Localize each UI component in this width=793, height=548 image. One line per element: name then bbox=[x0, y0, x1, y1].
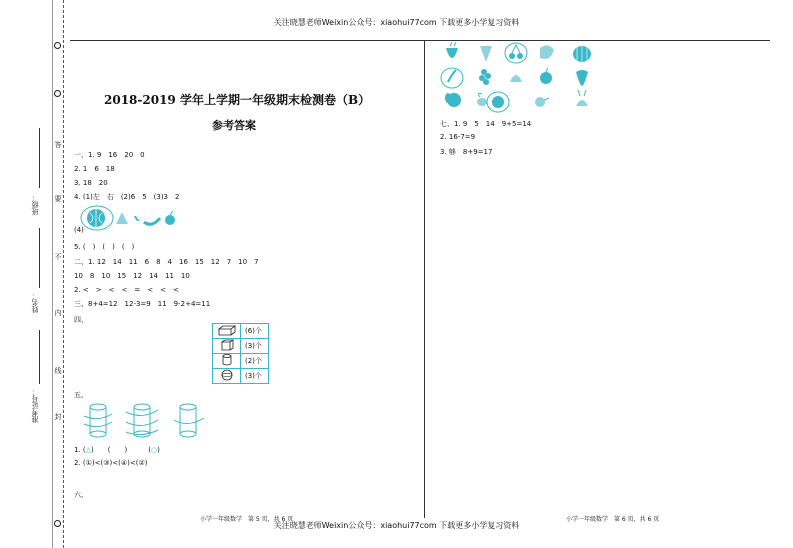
answer-line: (4) bbox=[74, 226, 84, 234]
triangle-answer: △ bbox=[85, 446, 92, 454]
pear-slice-icon bbox=[116, 212, 128, 224]
strip-char: 答 bbox=[54, 141, 62, 149]
circle-answer: ○ bbox=[150, 446, 158, 454]
answer-line: 3. 18 20 bbox=[74, 179, 108, 187]
answer-line: 三、8+4=12 12-3=9 11 9-2+4=11 bbox=[74, 300, 211, 308]
selected-apple-icon bbox=[487, 92, 509, 112]
strip-char: 不 bbox=[54, 253, 62, 261]
banana-icon bbox=[441, 68, 463, 88]
cylinder-triangle-icon bbox=[84, 404, 112, 437]
footer-note: 关注晓慧老师Weixin公众号：xiaohui77com 下载更多小学复习资料 bbox=[273, 521, 520, 530]
sphere-icon bbox=[217, 369, 237, 381]
binding-hole bbox=[54, 90, 61, 97]
strip-char: 要 bbox=[54, 195, 62, 203]
cube-icon bbox=[217, 339, 237, 351]
binding-hole bbox=[54, 42, 61, 49]
header-note: 关注晓慧老师Weixin公众号：xiaohui77com 下载更多小学复习资料 bbox=[273, 18, 520, 27]
binding-dashed-line bbox=[63, 0, 64, 548]
answer-text: ) bbox=[157, 446, 160, 454]
answer-text: 1. ( bbox=[74, 446, 86, 454]
shape-count: (3)个 bbox=[241, 369, 269, 384]
apple-icon bbox=[540, 68, 552, 84]
radish-icon bbox=[446, 42, 458, 58]
fruit-row-illustration bbox=[80, 204, 190, 234]
answer-line: 4. (1)左 右 (2)6 5 (3)3 2 bbox=[74, 193, 180, 201]
fruit-grid-illustration bbox=[436, 42, 606, 118]
shape-count: (2)个 bbox=[241, 354, 269, 369]
shape-count: (6)个 bbox=[241, 324, 269, 339]
strip-char: 内 bbox=[54, 309, 62, 317]
strip-char: 线 bbox=[54, 367, 62, 375]
grapes-icon bbox=[479, 69, 491, 85]
deer-icon bbox=[576, 90, 588, 106]
table-row bbox=[213, 369, 269, 384]
top-rule bbox=[70, 40, 770, 41]
carrot-icon bbox=[480, 46, 492, 62]
section-heading: 四、 bbox=[74, 316, 88, 324]
cylinder-square-icon bbox=[126, 404, 158, 437]
page-title: 2018-2019 学年上学期一年级期末检测卷（B） bbox=[104, 93, 371, 107]
center-divider bbox=[424, 40, 425, 518]
answer-text: ) ( ) ( bbox=[91, 446, 151, 454]
answer-line: 2. < > < < = < < < bbox=[74, 286, 179, 294]
cylinder-icon bbox=[217, 354, 237, 366]
pear-icon bbox=[134, 216, 142, 221]
answer-line: 二、1. 12 14 11 6 8 4 16 15 12 7 10 7 bbox=[74, 258, 259, 266]
answer-line: 七、1. 9 5 14 9+5=14 bbox=[440, 120, 532, 128]
answer-line: 2. 16-7=9 bbox=[440, 133, 476, 141]
answer-line: 3. 够 8+9=17 bbox=[440, 148, 493, 156]
page-footer-right: 小学一年级数学 第 6 页，共 6 页 bbox=[566, 516, 660, 523]
cylinder-circle-icon bbox=[174, 404, 204, 437]
section-heading: 五、 bbox=[74, 391, 88, 399]
binding-edge bbox=[52, 0, 53, 548]
strawberry-icon bbox=[576, 70, 588, 86]
table-row bbox=[213, 324, 269, 339]
apple-icon bbox=[165, 215, 175, 225]
shape-count-table bbox=[212, 323, 269, 384]
answer-line: 10 8 10 15 12 14 11 10 bbox=[74, 272, 190, 280]
bee-icon bbox=[477, 93, 487, 106]
class-blank bbox=[39, 128, 40, 188]
strip-char: 封 bbox=[54, 413, 62, 421]
answer-line: 一、1. 9 16 20 0 bbox=[74, 151, 145, 159]
answer-line bbox=[74, 445, 160, 455]
exam-id-blank bbox=[39, 330, 40, 384]
melon-icon bbox=[510, 75, 522, 82]
bird-icon bbox=[535, 97, 549, 107]
shape-count: (3)个 bbox=[241, 339, 269, 354]
table-row bbox=[213, 339, 269, 354]
name-label: 姓名： bbox=[31, 292, 39, 313]
page-subtitle: 参考答案 bbox=[212, 119, 256, 132]
pumpkin-icon bbox=[573, 46, 591, 62]
section-heading: 六、 bbox=[74, 491, 88, 499]
binding-hole bbox=[54, 520, 61, 527]
dog-icon bbox=[445, 93, 461, 107]
cabbage-icon bbox=[540, 45, 554, 59]
page-footer-left: 小学一年级数学 第 5 页，共 6 页 bbox=[200, 516, 294, 523]
answer-line: 2. (①)<(③)<(④)<(②) bbox=[74, 459, 148, 467]
answer-line: 5. ( ) ( ) ( ) bbox=[74, 243, 135, 251]
class-label: 班级： bbox=[31, 194, 39, 215]
name-blank bbox=[39, 228, 40, 288]
answer-line: 2. 1 6 18 bbox=[74, 165, 115, 173]
wrapped-cylinders-illustration bbox=[80, 402, 210, 440]
table-row bbox=[213, 354, 269, 369]
banana-icon bbox=[144, 218, 160, 224]
cuboid-icon bbox=[217, 325, 237, 336]
cherry-icon bbox=[505, 43, 527, 63]
exam-id-label: 准考证号： bbox=[31, 388, 39, 423]
